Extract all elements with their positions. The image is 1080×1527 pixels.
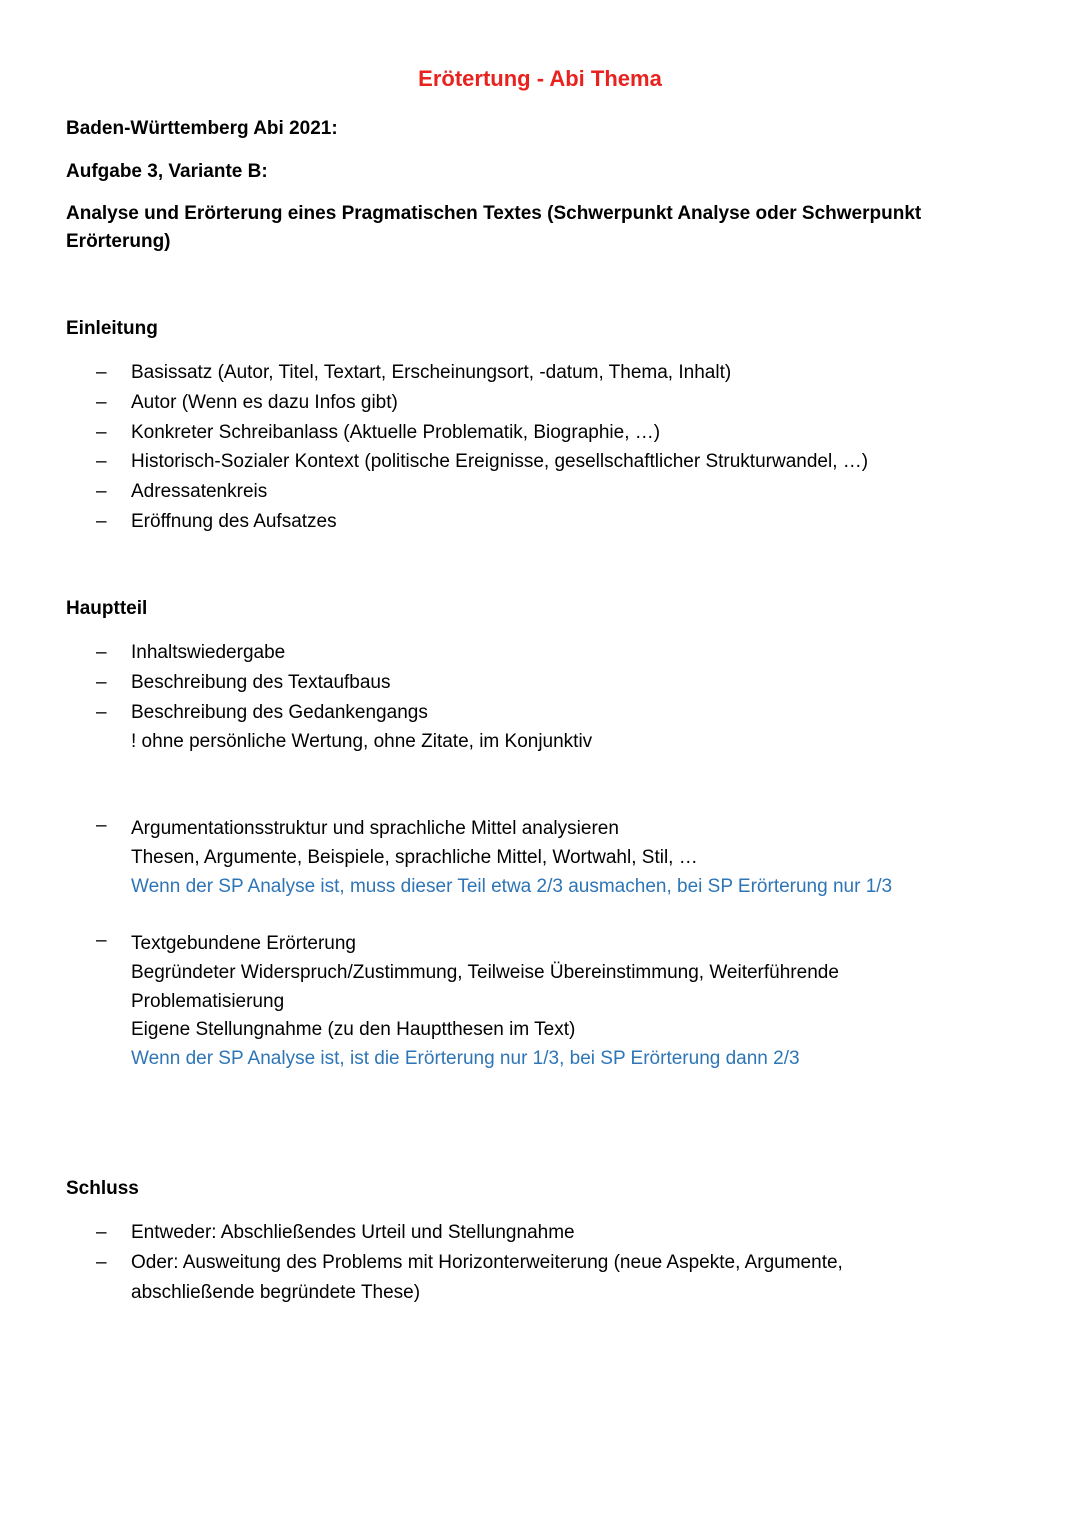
- einleitung-list: [96, 358, 996, 537]
- list-item: – Basissatz (Autor, Titel, Textart, Erscheinungsort, -datum, Thema, Inhalt): [96, 358, 996, 388]
- dash-bullet: –: [96, 642, 107, 663]
- list-item: – Historisch-Sozialer Kontext (politische Ereignisse, gesellschaftlicher Strukturwandel, …): [96, 447, 996, 477]
- section-heading-schluss: Schluss: [66, 1178, 139, 1199]
- list-item: – Autor (Wenn es dazu Infos gibt): [96, 388, 996, 418]
- discussion-statement: Eigene Stellungnahme (zu den Hauptthesen im Text): [131, 1019, 576, 1041]
- page-title: Erötertung - Abi Thema: [418, 66, 662, 91]
- list-item: – Entweder: Abschließendes Urteil und Stellungnahme: [96, 1218, 996, 1248]
- schluss-list: [96, 1218, 996, 1307]
- dash-bullet: –: [96, 451, 107, 473]
- dash-bullet: –: [96, 391, 107, 413]
- list-item: – Oder: Ausweitung des Problems mit Horizonterweiterung (neue Aspekte, Argumente, abschließende begründete These): [96, 1248, 891, 1308]
- discussion-heading: Textgebundene Erörterung: [131, 933, 356, 954]
- dash-bullet: –: [96, 1251, 107, 1273]
- hauptteil-list: [96, 638, 996, 757]
- dash-bullet: –: [96, 481, 107, 503]
- list-item: – Adressatenkreis: [96, 477, 996, 507]
- dash-bullet: –: [96, 701, 107, 723]
- dash-bullet: –: [96, 421, 107, 443]
- analysis-block: [96, 815, 996, 901]
- analysis-hint: Wenn der SP Analyse ist, muss dieser Teil etwa 2/3 ausmachen, bei SP Erörterung nur 1/3: [131, 875, 893, 897]
- section-heading-hauptteil: Hauptteil: [66, 598, 148, 619]
- list-item: – Inhaltswiedergabe: [96, 638, 996, 668]
- dash-bullet: –: [96, 510, 107, 532]
- exam-label: Baden-Württemberg Abi 2021:: [66, 118, 338, 139]
- list-item-note: ! ohne persönliche Wertung, ohne Zitate, im Konjunktiv: [131, 731, 593, 753]
- list-item: – Konkreter Schreibanlass (Aktuelle Problematik, Biographie, …): [96, 418, 996, 448]
- dash-bullet: –: [96, 1222, 107, 1243]
- analysis-details: Thesen, Argumente, Beispiele, sprachliche Mittel, Wortwahl, Stil, …: [131, 846, 698, 868]
- discussion-details: Begründeter Widerspruch/Zustimmung, Teilweise Übereinstimmung, Weiterführende Problematisierung: [131, 961, 839, 1012]
- task-label: Aufgabe 3, Variante B:: [66, 161, 268, 182]
- task-description: Analyse und Erörterung eines Pragmatischen Textes (Schwerpunkt Analyse oder Schwerpunkt Erörterung): [66, 203, 922, 252]
- discussion-block: [96, 930, 996, 1074]
- dash-bullet: –: [96, 671, 107, 693]
- list-item: – Beschreibung des Gedankengangs: [96, 698, 996, 728]
- discussion-hint: Wenn der SP Analyse ist, ist die Erörterung nur 1/3, bei SP Erörterung dann 2/3: [131, 1048, 800, 1070]
- dash-bullet: –: [96, 815, 107, 836]
- analysis-heading: Argumentationsstruktur und sprachliche Mittel analysieren: [131, 818, 619, 839]
- list-item: – Beschreibung des Textaufbaus: [96, 668, 996, 698]
- dash-bullet: –: [96, 930, 107, 951]
- list-item: – Eröffnung des Aufsatzes: [96, 507, 996, 537]
- section-heading-einleitung: Einleitung: [66, 318, 158, 339]
- dash-bullet: –: [96, 362, 107, 383]
